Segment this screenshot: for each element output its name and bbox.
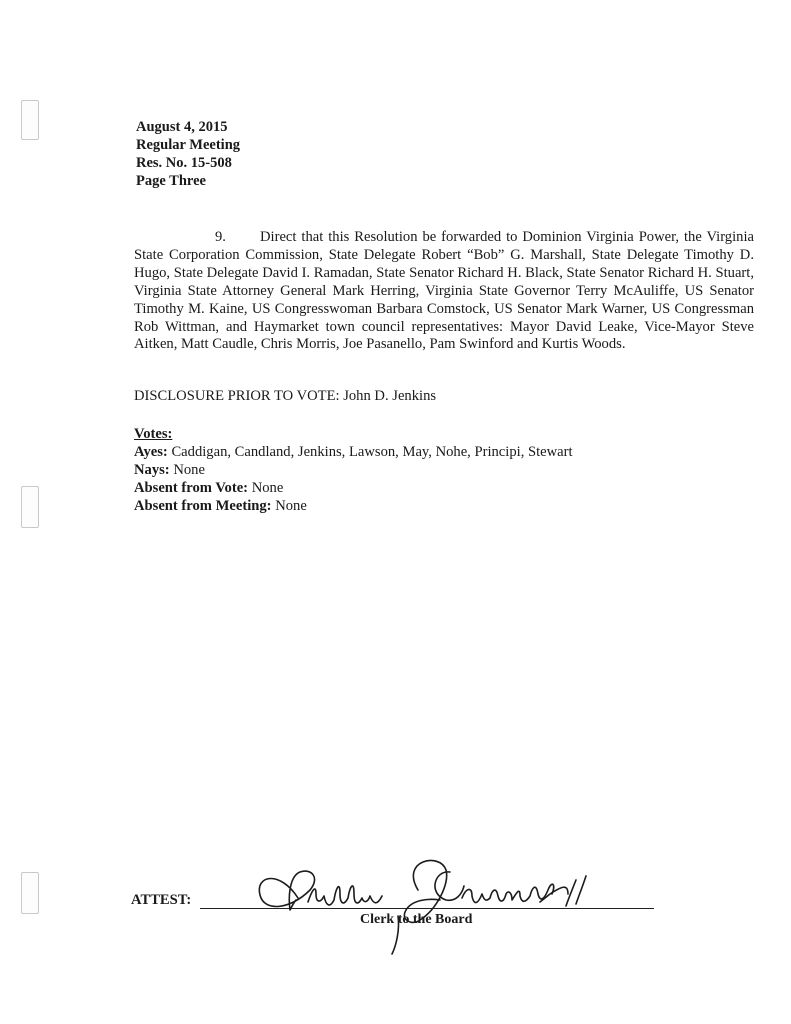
item-text: Direct that this Resolution be forwarded to Dominion Virginia Power, the Virginia State Corporation Commission, State Delegate Robert “Bob” G. Marshall, State Delegate Timothy D. Hugo, State Delegate David I. Ramadan, State Senator Richard H. Black, State Senator Richard H. Stuart, Virginia State Attorney General Mark Herring, Virginia State Governor Terry McAuliffe, US Senator Timothy M. Kaine, US Congresswoman Barbara Comstock, US Senator Mark Warner, US Congressman Rob Wittman, and Haymarket town council representatives: Mayor David Leake, Vice-Mayor Steve Aitken, Matt Caudle, Chris Morris, Joe Pasanello, Pam Swinford and Kurtis Woods.: [134, 229, 754, 353]
resolution-number: Res. No. 15-508: [136, 155, 232, 171]
meeting-date: August 4, 2015: [136, 119, 228, 135]
ayes-value: Caddigan, Candland, Jenkins, Lawson, May, Nohe, Principi, Stewart: [171, 444, 573, 460]
punch-hole: [21, 872, 39, 914]
resolution-item: [134, 229, 754, 354]
punch-hole: [21, 100, 39, 140]
handwritten-signature: [250, 850, 600, 960]
ayes-row: [134, 443, 573, 461]
votes-heading: Votes:: [134, 426, 173, 442]
absent-vote-label: Absent from Vote:: [134, 480, 249, 496]
nays-value: None: [173, 462, 205, 478]
absent-meeting-row: [134, 497, 573, 515]
nays-row: [134, 461, 573, 479]
absent-vote-row: [134, 479, 573, 497]
clerk-title: Clerk to the Board: [360, 912, 473, 927]
punch-hole: [21, 486, 39, 528]
ayes-label: Ayes:: [134, 444, 168, 460]
page-label: Page Three: [136, 173, 206, 189]
meeting-type: Regular Meeting: [136, 137, 241, 153]
absent-vote-value: None: [251, 480, 284, 496]
document-header: [136, 118, 240, 190]
votes-section: [134, 425, 573, 515]
nays-label: Nays:: [134, 462, 170, 478]
absent-meeting-value: None: [275, 498, 307, 514]
absent-meeting-label: Absent from Meeting:: [134, 498, 272, 514]
item-number: 9.: [215, 229, 226, 245]
attest-label: ATTEST:: [131, 892, 192, 908]
disclosure-statement: DISCLOSURE PRIOR TO VOTE: John D. Jenkins: [134, 388, 437, 404]
